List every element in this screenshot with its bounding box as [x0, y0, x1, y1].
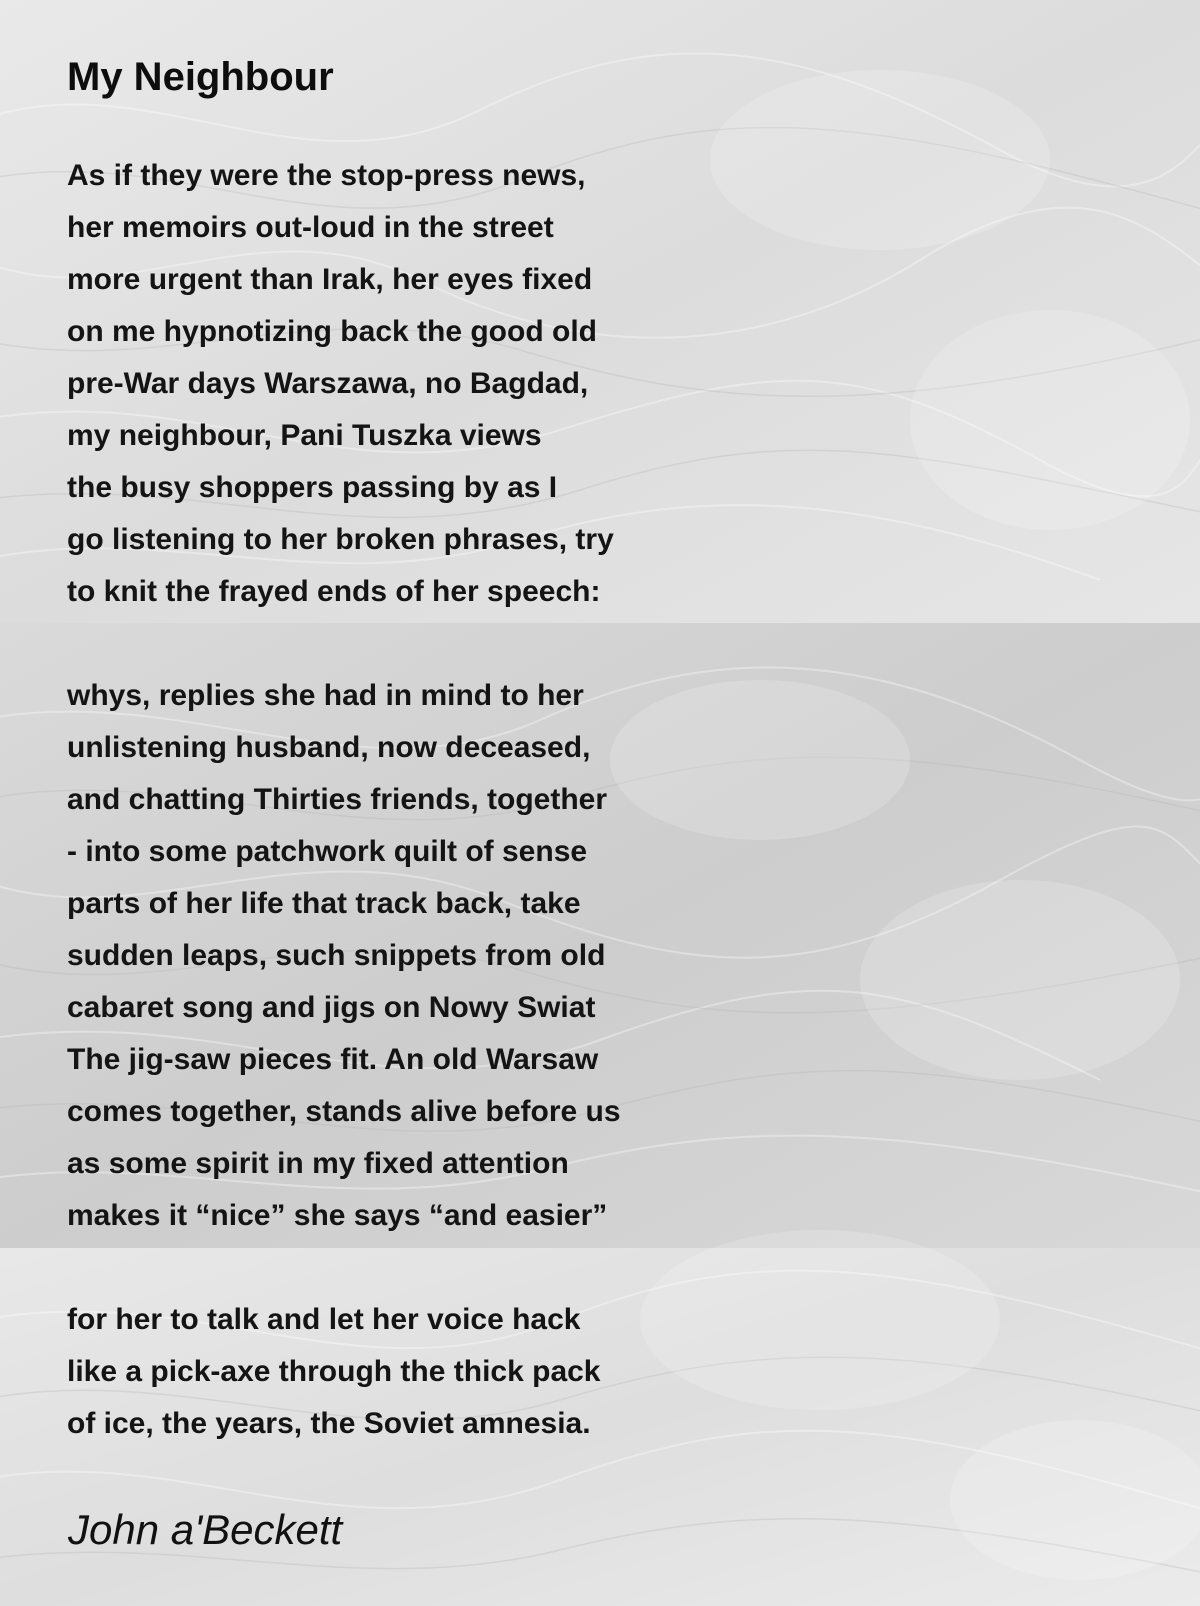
stanza-3: [67, 1294, 601, 1450]
poem-line: the busy shoppers passing by as I: [67, 471, 558, 504]
poem-line: on me hypnotizing back the good old: [67, 315, 597, 348]
poem-line: like a pick-axe through the thick pack: [67, 1355, 601, 1388]
poem-line: my neighbour, Pani Tuszka views: [67, 419, 542, 452]
poem-title: My Neighbour: [67, 55, 334, 99]
stanza-1: [67, 150, 614, 618]
poem-line: whys, replies she had in mind to her: [67, 679, 584, 712]
stanza-2: [67, 670, 621, 1242]
poem-line: unlistening husband, now deceased,: [67, 731, 591, 764]
poem-line: parts of her life that track back, take: [67, 887, 581, 920]
poem-line: her memoirs out-loud in the street: [67, 211, 554, 244]
poem-line: As if they were the stop-press news,: [67, 159, 586, 192]
poem-line: go listening to her broken phrases, try: [67, 523, 614, 556]
poem-line: as some spirit in my fixed attention: [67, 1147, 569, 1180]
poem-line: comes together, stands alive before us: [67, 1095, 621, 1128]
poem-line: of ice, the years, the Soviet amnesia.: [67, 1407, 591, 1440]
poem-line: - into some patchwork quilt of sense: [67, 835, 588, 868]
poem-line: to knit the frayed ends of her speech:: [67, 575, 601, 608]
poem-line: makes it “nice” she says “and easier”: [67, 1199, 608, 1232]
poem-line: cabaret song and jigs on Nowy Swiat: [67, 991, 596, 1024]
poem-line: for her to talk and let her voice hack: [67, 1303, 581, 1336]
poem-line: and chatting Thirties friends, together: [67, 783, 608, 816]
poem-line: pre-War days Warszawa, no Bagdad,: [67, 367, 589, 400]
poem-author: John a'Beckett: [68, 1506, 343, 1553]
poem-line: sudden leaps, such snippets from old: [67, 939, 606, 972]
poem-line: The jig-saw pieces fit. An old Warsaw: [67, 1043, 599, 1076]
poem-line: more urgent than Irak, her eyes fixed: [67, 263, 593, 296]
